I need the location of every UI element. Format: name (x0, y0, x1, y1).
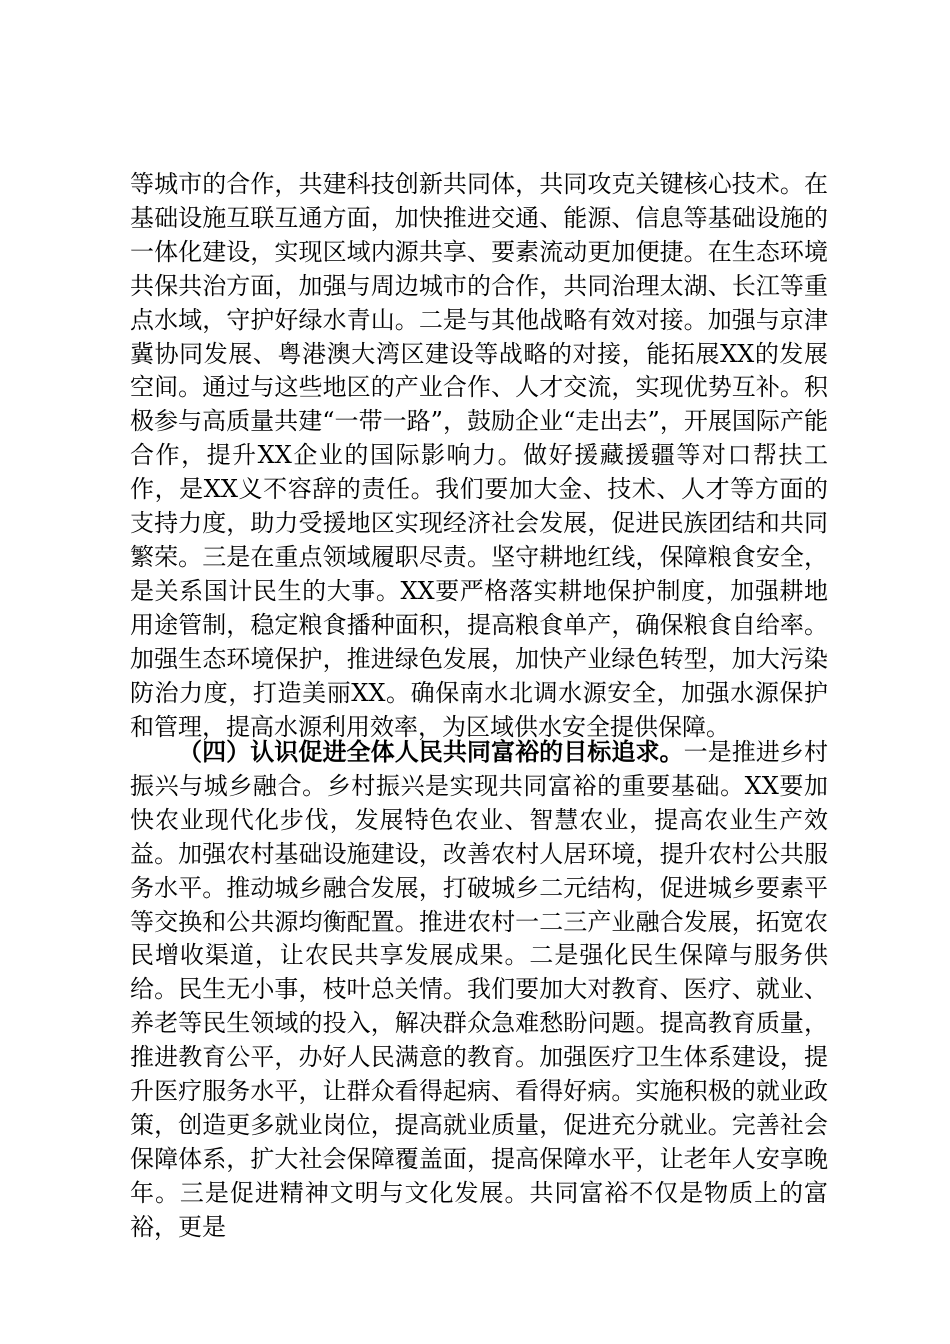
body-paragraph-2 (130, 735, 828, 1245)
body-paragraph-1: 等城市的合作，共建科技创新共同体，共同攻克关键核心技术。在基础设施互联互通方面，加快推进交通、能源、信息等基础设施的一体化建设，实现区域内源共享、要素流动更加便捷。在生态环境共保共治方面，加强与周边城市的合作，共同治理太湖、长江等重点水域，守护好绿水青山。二是与其他战略有效对接。加强与京津冀协同发展、粤港澳大湾区建设等战略的对接，能拓展XX的发展空间。通过与这些地区的产业合作、人才交流，实现优势互补。积极参与高质量共建“一带一路”，鼓励企业“走出去”，开展国际产能合作，提升XX企业的国际影响力。做好援藏援疆等对口帮扶工作，是XX义不容辞的责任。我们要加大金、技术、人才等方面的支持力度，助力受援地区实现经济社会发展，促进民族团结和共同繁荣。三是在重点领域履职尽责。坚守耕地红线，保障粮食安全，是关系国计民生的大事。XX要严格落实耕地保护制度，加强耕地用途管制，稳定粮食播种面积，提高粮食单产，确保粮食自给率。加强生态环境保护，推进绿色发展，加快产业绿色转型，加大污染防治力度，打造美丽XX。确保南水北调水源安全，加强水源保护和管理，提高水源利用效率，为区域供水安全提供保障。 (130, 170, 828, 741)
section-heading-4: （四）认识促进全体人民共同富裕的目标追求。 (178, 737, 684, 766)
section-4-body: 一是推进乡村振兴与城乡融合。乡村振兴是实现共同富裕的重要基础。XX要加快农业现代化步伐，发展特色农业、智慧农业，提高农业生产效益。加强农村基础设施建设，改善农村人居环境，提升农村公共服务水平。推动城乡融合发展，打破城乡二元结构，促进城乡要素平等交换和公共源均衡配置。推进农村一二三产业融合发展，拓宽农民增收渠道，让农民共享发展成果。二是强化民生保障与服务供给。民生无小事，枝叶总关情。我们要加大对教育、医疗、就业、养老等民生领域的投入，解决群众急难愁盼问题。提高教育质量，推进教育公平，办好人民满意的教育。加强医疗卫生体系建设，提升医疗服务水平，让群众看得起病、看得好病。实施积极的就业政策，创造更多就业岗位，提高就业质量，促进充分就业。完善社会保障体系，扩大社会保障覆盖面，提高保障水平，让老年人安享晚年。三是促进精神文明与文化发展。共同富裕不仅是物质上的富裕，更是 (130, 738, 829, 1241)
